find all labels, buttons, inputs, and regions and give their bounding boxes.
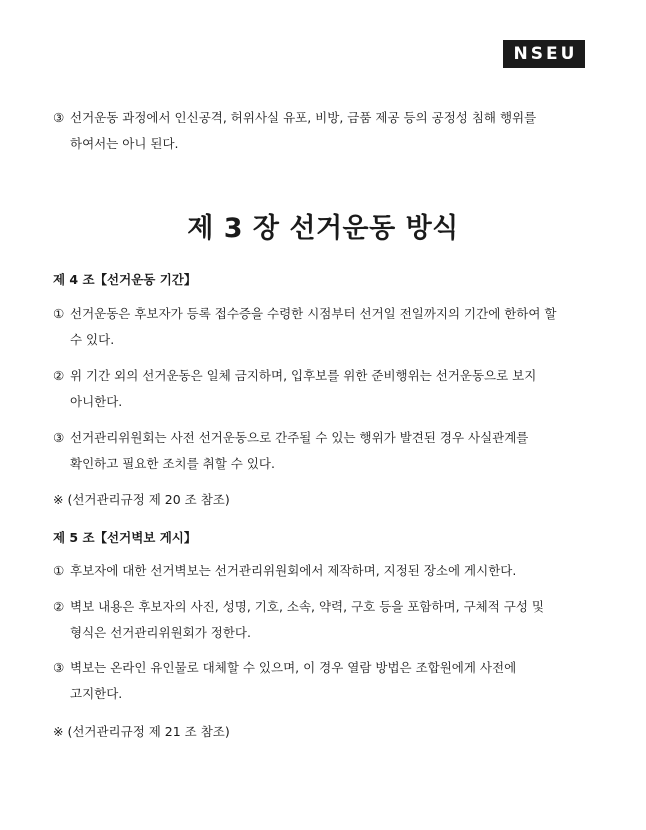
- chapter-title: 제 3 장 선거운동 방식: [187, 213, 459, 244]
- clause-number: ①: [53, 306, 65, 321]
- clause-text-continued: 아니한다.: [70, 394, 123, 409]
- clause-item: [53, 425, 598, 477]
- clause-item: [53, 594, 598, 646]
- clause-number: ②: [53, 368, 65, 383]
- reference-note: ※ (선거관리규정 제 21 조 참조): [53, 724, 230, 739]
- reference-note: ※ (선거관리규정 제 20 조 참조): [53, 492, 230, 507]
- article-heading: 제 4 조【선거운동 기간】: [53, 272, 197, 287]
- clause-text: 벽보는 온라인 유인물로 대체할 수 있으며, 이 경우 열람 방법은 조합원에게 사전에: [70, 660, 517, 675]
- clause-number: ③: [53, 110, 65, 125]
- clause-number: ①: [53, 563, 65, 578]
- clause-text: 선거운동은 후보자가 등록 접수증을 수령한 시점부터 선거일 전일까지의 기간에 한하여 할: [70, 306, 557, 321]
- clause-text-continued: 고지한다.: [70, 686, 123, 701]
- clause-item: [53, 558, 598, 584]
- article-heading: 제 5 조【선거벽보 게시】: [53, 530, 197, 545]
- clause-text-continued: 수 있다.: [70, 332, 115, 347]
- clause-text: 선거운동 과정에서 인신공격, 허위사실 유포, 비방, 금품 제공 등의 공정성 침해 행위를: [70, 110, 537, 125]
- clause-text-continued: 형식은 선거관리위원회가 정한다.: [70, 625, 251, 640]
- clause-text: 후보자에 대한 선거벽보는 선거관리위원회에서 제작하며, 지정된 장소에 게시한다.: [70, 563, 517, 578]
- clause-item: [53, 363, 598, 415]
- clause-number: ③: [53, 430, 65, 445]
- clause-text: 선거관리위원회는 사전 선거운동으로 간주될 수 있는 행위가 발견된 경우 사실관계를: [70, 430, 529, 445]
- nseu-logo: NSEU: [503, 40, 585, 68]
- clause-text-continued: 확인하고 필요한 조치를 취할 수 있다.: [70, 456, 275, 471]
- clause-item: [53, 655, 598, 707]
- clause-number: ③: [53, 660, 65, 675]
- clause-item: [53, 105, 598, 157]
- clause-text-continued: 하여서는 아니 된다.: [70, 136, 179, 151]
- clause-number: ②: [53, 599, 65, 614]
- clause-item: [53, 301, 598, 353]
- clause-text: 벽보 내용은 후보자의 사진, 성명, 기호, 소속, 약력, 구호 등을 포함하며, 구체적 구성 및: [70, 599, 544, 614]
- clause-text: 위 기간 외의 선거운동은 일체 금지하며, 입후보를 위한 준비행위는 선거운동으로 보지: [70, 368, 537, 383]
